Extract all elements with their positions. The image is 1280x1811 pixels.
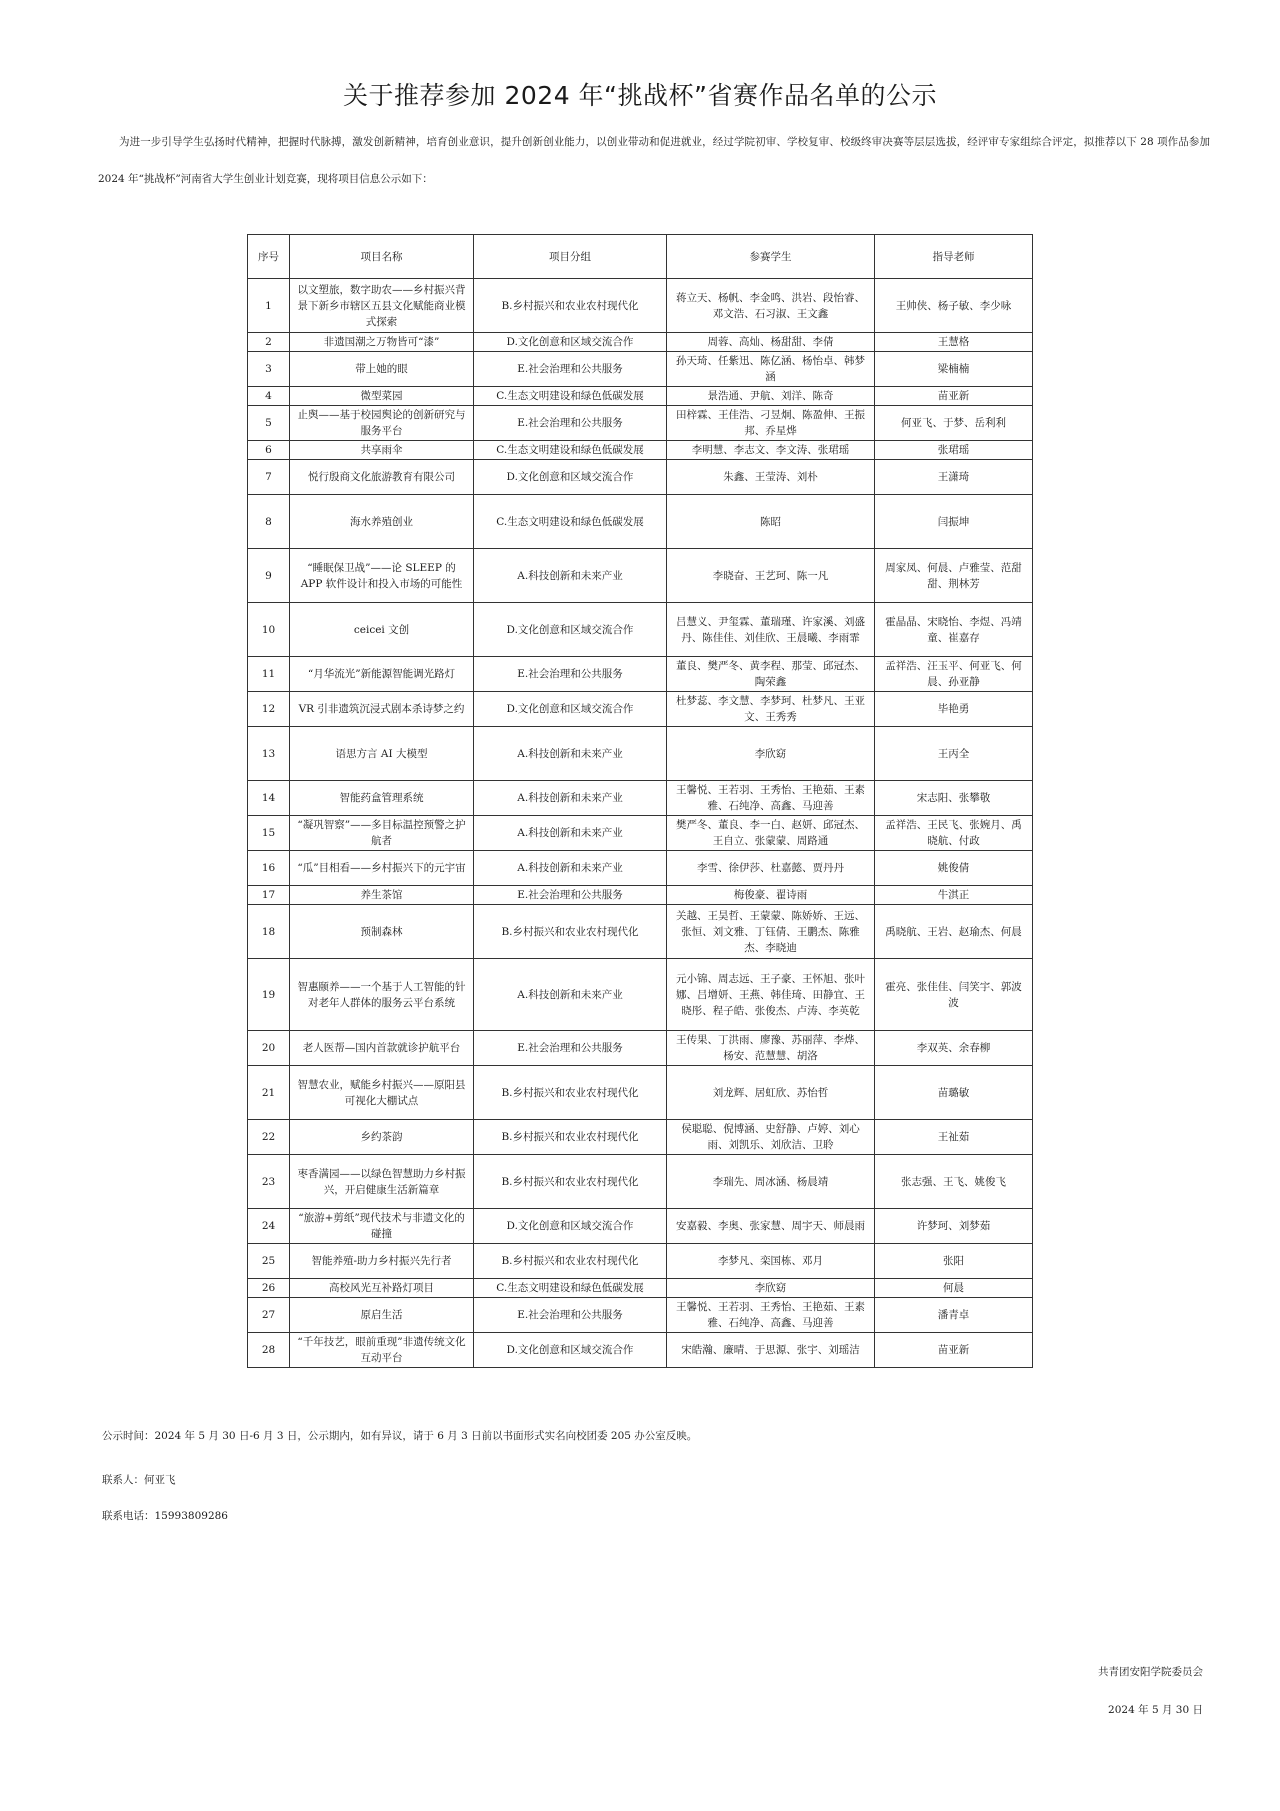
teachers-cell: 姚俊倩 xyxy=(875,851,1033,886)
teachers-cell: 苗亚新 xyxy=(875,1333,1033,1368)
row-no: 22 xyxy=(248,1120,290,1155)
students-cell: 董良、樊严冬、黄李程、那莹、邱冠杰、陶荣鑫 xyxy=(667,657,875,692)
students-cell: 李梦凡、栾国栋、邓月 xyxy=(667,1244,875,1279)
row-no: 21 xyxy=(248,1066,290,1120)
table-row xyxy=(248,886,1033,905)
teachers-cell: 张志强、王飞、姚俊飞 xyxy=(875,1155,1033,1209)
table-row xyxy=(248,495,1033,549)
row-no: 19 xyxy=(248,959,290,1031)
project-group-cell: B.乡村振兴和农业农村现代化 xyxy=(474,1155,667,1209)
contact-phone: 联系电话：15993809286 xyxy=(102,1510,228,1522)
students-cell: 关越、王昊哲、王蒙蒙、陈娇娇、王远、张恒、刘文雅、丁钰倩、王鹏杰、陈雅杰、李晓迪 xyxy=(667,905,875,959)
row-no: 23 xyxy=(248,1155,290,1209)
students-cell: 安嘉毅、李奥、张家慧、周宇天、师晨雨 xyxy=(667,1209,875,1244)
students-cell: 吕慧义、尹玺霖、董瑞瑾、许家溪、刘盛丹、陈佳佳、刘佳欣、王晨曦、李雨霏 xyxy=(667,603,875,657)
project-name-cell: 语思方言 AI 大模型 xyxy=(290,727,474,781)
students-cell: 陈昭 xyxy=(667,495,875,549)
table-row xyxy=(248,603,1033,657)
project-group-cell: B.乡村振兴和农业农村现代化 xyxy=(474,1244,667,1279)
teachers-cell: 霍亮、张佳佳、闫笑宇、郭波波 xyxy=(875,959,1033,1031)
project-name-cell: 悦行殷商文化旅游教育有限公司 xyxy=(290,460,474,495)
teachers-cell: 牛淇正 xyxy=(875,886,1033,905)
teachers-cell: 王帅侠、杨子敏、李少咏 xyxy=(875,279,1033,333)
row-no: 2 xyxy=(248,333,290,352)
table-row xyxy=(248,387,1033,406)
students-cell: 刘龙辉、居虹欣、苏怡哲 xyxy=(667,1066,875,1120)
project-name-cell: 止舆——基于校园舆论的创新研究与服务平台 xyxy=(290,406,474,441)
teachers-cell: 周家凤、何晨、卢雅莹、范甜甜、荆林芳 xyxy=(875,549,1033,603)
header-no: 序号 xyxy=(248,235,290,279)
teachers-cell: 何亚飞、于梦、岳利利 xyxy=(875,406,1033,441)
project-group-cell: C.生态文明建设和绿色低碳发展 xyxy=(474,387,667,406)
teachers-cell: 霍晶晶、宋晓怡、李煜、冯靖童、崔嘉存 xyxy=(875,603,1033,657)
teachers-cell: 李双英、余春柳 xyxy=(875,1031,1033,1066)
project-group-cell: A.科技创新和未来产业 xyxy=(474,549,667,603)
students-cell: 孙天琦、任紫迅、陈亿涵、杨怡卓、韩梦涵 xyxy=(667,352,875,387)
students-cell: 樊严冬、董良、李一白、赵妍、邱冠杰、王自立、张蒙蒙、周路通 xyxy=(667,816,875,851)
project-group-cell: E.社会治理和公共服务 xyxy=(474,352,667,387)
students-cell: 李瑞先、周冰涵、杨晨靖 xyxy=(667,1155,875,1209)
teachers-cell: 禹晓航、王岩、赵瑜杰、何晨 xyxy=(875,905,1033,959)
table-row xyxy=(248,1333,1033,1368)
row-no: 16 xyxy=(248,851,290,886)
row-no: 11 xyxy=(248,657,290,692)
page-title: 关于推荐参加 2024 年“挑战杯”省赛作品名单的公示 xyxy=(343,81,937,110)
teachers-cell: 宋志阳、张攀敬 xyxy=(875,781,1033,816)
row-no: 25 xyxy=(248,1244,290,1279)
table-row xyxy=(248,406,1033,441)
students-cell: 侯聪聪、倪博涵、史舒静、卢婷、刘心雨、刘凯乐、刘欣洁、卫聆 xyxy=(667,1120,875,1155)
row-no: 10 xyxy=(248,603,290,657)
header-project-group: 项目分组 xyxy=(474,235,667,279)
table-row xyxy=(248,333,1033,352)
students-cell: 周蓉、高灿、杨甜甜、李倩 xyxy=(667,333,875,352)
project-group-cell: B.乡村振兴和农业农村现代化 xyxy=(474,1120,667,1155)
students-cell: 李欣窈 xyxy=(667,727,875,781)
row-no: 15 xyxy=(248,816,290,851)
notice-time: 公示时间：2024 年 5 月 30 日-6 月 3 日，公示期内，如有异议，请于 6 月 3 日前以书面形式实名向校团委 205 办公室反映。 xyxy=(102,1430,698,1442)
signature-org: 共青团安阳学院委员会 xyxy=(1098,1666,1203,1678)
project-name-cell: 智能养殖-助力乡村振兴先行者 xyxy=(290,1244,474,1279)
signature-date: 2024 年 5 月 30 日 xyxy=(1108,1704,1203,1716)
table-row xyxy=(248,1066,1033,1120)
table-row xyxy=(248,1155,1033,1209)
teachers-cell: 毕艳勇 xyxy=(875,692,1033,727)
row-no: 18 xyxy=(248,905,290,959)
project-group-cell: D.文化创意和区域交流合作 xyxy=(474,1209,667,1244)
students-cell: 元小锦、周志远、王子豪、王怀旭、张叶娜、吕增妍、王燕、韩佳琦、田静宜、王晓彤、程子皓、张俊杰、卢涛、李英乾 xyxy=(667,959,875,1031)
table-row xyxy=(248,460,1033,495)
teachers-cell: 孟祥浩、王民飞、张婉月、禹晓航、付政 xyxy=(875,816,1033,851)
students-cell: 李明慧、李志文、李文涛、张珺瑶 xyxy=(667,441,875,460)
students-cell: 朱鑫、王莹涛、刘朴 xyxy=(667,460,875,495)
recommendation-table-wrapper xyxy=(247,234,1032,1368)
recommendation-table xyxy=(247,234,1033,1368)
table-row xyxy=(248,441,1033,460)
teachers-cell: 张阳 xyxy=(875,1244,1033,1279)
project-name-cell: “瓜”目相看——乡村振兴下的元宇宙 xyxy=(290,851,474,886)
project-group-cell: D.文化创意和区域交流合作 xyxy=(474,1333,667,1368)
teachers-cell: 苗亚新 xyxy=(875,387,1033,406)
table-row xyxy=(248,1298,1033,1333)
header-teachers: 指导老师 xyxy=(875,235,1033,279)
row-no: 8 xyxy=(248,495,290,549)
project-group-cell: A.科技创新和未来产业 xyxy=(474,727,667,781)
row-no: 20 xyxy=(248,1031,290,1066)
table-row xyxy=(248,959,1033,1031)
project-group-cell: D.文化创意和区域交流合作 xyxy=(474,603,667,657)
students-cell: 王馨悦、王若羽、王秀怡、王艳茹、王素雅、石纯净、高鑫、马迎善 xyxy=(667,781,875,816)
table-row xyxy=(248,657,1033,692)
row-no: 24 xyxy=(248,1209,290,1244)
project-name-cell: ceicei 文创 xyxy=(290,603,474,657)
project-group-cell: C.生态文明建设和绿色低碳发展 xyxy=(474,495,667,549)
students-cell: 李欣窈 xyxy=(667,1279,875,1298)
row-no: 5 xyxy=(248,406,290,441)
students-cell: 李晓奋、王艺珂、陈一凡 xyxy=(667,549,875,603)
teachers-cell: 王丙全 xyxy=(875,727,1033,781)
table-body xyxy=(248,279,1033,1368)
table-row xyxy=(248,1209,1033,1244)
row-no: 9 xyxy=(248,549,290,603)
project-name-cell: 智能药盒管理系统 xyxy=(290,781,474,816)
table-row xyxy=(248,1279,1033,1298)
project-name-cell: 海水养殖创业 xyxy=(290,495,474,549)
row-no: 28 xyxy=(248,1333,290,1368)
students-cell: 宋皓瀚、廉晴、于思源、张宇、刘瑶洁 xyxy=(667,1333,875,1368)
row-no: 4 xyxy=(248,387,290,406)
teachers-cell: 潘青卓 xyxy=(875,1298,1033,1333)
students-cell: 王传果、丁洪雨、廖豫、苏丽萍、李烨、杨安、范慧慧、胡洛 xyxy=(667,1031,875,1066)
students-cell: 杜梦蕊、李文慧、李梦珂、杜梦凡、王亚文、王秀秀 xyxy=(667,692,875,727)
project-group-cell: D.文化创意和区域交流合作 xyxy=(474,692,667,727)
project-name-cell: “凝巩智察”——多目标温控预警之护航者 xyxy=(290,816,474,851)
students-cell: 梅俊豪、翟诗雨 xyxy=(667,886,875,905)
row-no: 3 xyxy=(248,352,290,387)
table-row xyxy=(248,549,1033,603)
table-row xyxy=(248,727,1033,781)
table-row xyxy=(248,279,1033,333)
project-name-cell: VR 引非遗筑沉浸式剧本杀诗梦之约 xyxy=(290,692,474,727)
project-group-cell: E.社会治理和公共服务 xyxy=(474,406,667,441)
table-row xyxy=(248,1031,1033,1066)
project-name-cell: “旅游+剪纸”现代技术与非遗文化的碰撞 xyxy=(290,1209,474,1244)
contact-person: 联系人：何亚飞 xyxy=(102,1474,176,1486)
table-row xyxy=(248,352,1033,387)
project-group-cell: B.乡村振兴和农业农村现代化 xyxy=(474,905,667,959)
project-group-cell: E.社会治理和公共服务 xyxy=(474,657,667,692)
project-group-cell: E.社会治理和公共服务 xyxy=(474,886,667,905)
project-group-cell: D.文化创意和区域交流合作 xyxy=(474,333,667,352)
row-no: 27 xyxy=(248,1298,290,1333)
project-name-cell: 共享雨伞 xyxy=(290,441,474,460)
teachers-cell: 王潇琦 xyxy=(875,460,1033,495)
project-group-cell: C.生态文明建设和绿色低碳发展 xyxy=(474,1279,667,1298)
table-row xyxy=(248,1120,1033,1155)
teachers-cell: 王慧格 xyxy=(875,333,1033,352)
students-cell: 蒋立天、杨帆、李金鸣、洪岩、段怡睿、邓文浩、石习淑、王文鑫 xyxy=(667,279,875,333)
teachers-cell: 许梦珂、刘梦茹 xyxy=(875,1209,1033,1244)
project-name-cell: 枣香满园——以绿色智慧助力乡村振兴，开启健康生活新篇章 xyxy=(290,1155,474,1209)
row-no: 1 xyxy=(248,279,290,333)
table-row xyxy=(248,905,1033,959)
table-row xyxy=(248,851,1033,886)
teachers-cell: 苗璐敏 xyxy=(875,1066,1033,1120)
teachers-cell: 张珺瑶 xyxy=(875,441,1033,460)
row-no: 6 xyxy=(248,441,290,460)
project-group-cell: A.科技创新和未来产业 xyxy=(474,781,667,816)
project-name-cell: 非遗国潮之万物皆可“漆” xyxy=(290,333,474,352)
row-no: 12 xyxy=(248,692,290,727)
teachers-cell: 何晨 xyxy=(875,1279,1033,1298)
students-cell: 李雪、徐伊莎、杜嘉懿、贾丹丹 xyxy=(667,851,875,886)
project-name-cell: 智惠颐养——一个基于人工智能的针对老年人群体的服务云平台系统 xyxy=(290,959,474,1031)
header-students: 参赛学生 xyxy=(667,235,875,279)
project-group-cell: E.社会治理和公共服务 xyxy=(474,1298,667,1333)
row-no: 7 xyxy=(248,460,290,495)
row-no: 17 xyxy=(248,886,290,905)
project-group-cell: A.科技创新和未来产业 xyxy=(474,816,667,851)
project-group-cell: D.文化创意和区域交流合作 xyxy=(474,460,667,495)
project-name-cell: 微型菜园 xyxy=(290,387,474,406)
table-row xyxy=(248,692,1033,727)
students-cell: 田梓霖、王佳浩、刁昱炯、陈盈伸、王振邦、乔星烨 xyxy=(667,406,875,441)
project-name-cell: 乡约茶韵 xyxy=(290,1120,474,1155)
intro-paragraph: 为进一步引导学生弘扬时代精神，把握时代脉搏，激发创新精神，培育创业意识，提升创新创业能力，以创业带动和促进就业，经过学院初审、学校复审、校级终审决赛等层层选拔，经评审专家组综合评定，拟推荐以下 28 项作品参加 2024 年“挑战杯”河南省大学生创业计划竞赛，现将项目信息公示如下： xyxy=(98,136,1210,185)
table-header-row xyxy=(248,235,1033,279)
teachers-cell: 梁楠楠 xyxy=(875,352,1033,387)
project-name-cell: “月华流光”新能源智能调光路灯 xyxy=(290,657,474,692)
project-name-cell: 以文塑旅，数字助农——乡村振兴背景下新乡市辖区五县文化赋能商业模式探索 xyxy=(290,279,474,333)
project-name-cell: 预制森林 xyxy=(290,905,474,959)
project-group-cell: E.社会治理和公共服务 xyxy=(474,1031,667,1066)
project-name-cell: 老人医帮—国内首款就诊护航平台 xyxy=(290,1031,474,1066)
table-row xyxy=(248,781,1033,816)
row-no: 13 xyxy=(248,727,290,781)
project-name-cell: 原启生活 xyxy=(290,1298,474,1333)
project-group-cell: B.乡村振兴和农业农村现代化 xyxy=(474,1066,667,1120)
table-row xyxy=(248,816,1033,851)
project-name-cell: 智慧农业，赋能乡村振兴——原阳县可视化大棚试点 xyxy=(290,1066,474,1120)
header-project-name: 项目名称 xyxy=(290,235,474,279)
project-group-cell: A.科技创新和未来产业 xyxy=(474,959,667,1031)
project-group-cell: B.乡村振兴和农业农村现代化 xyxy=(474,279,667,333)
project-group-cell: C.生态文明建设和绿色低碳发展 xyxy=(474,441,667,460)
teachers-cell: 王祉茹 xyxy=(875,1120,1033,1155)
students-cell: 王馨悦、王若羽、王秀怡、王艳茹、王素雅、石纯净、高鑫、马迎善 xyxy=(667,1298,875,1333)
row-no: 26 xyxy=(248,1279,290,1298)
students-cell: 景浩通、尹航、刘洋、陈奇 xyxy=(667,387,875,406)
project-name-cell: “千年技艺，眼前重现”非遗传统文化互动平台 xyxy=(290,1333,474,1368)
teachers-cell: 闫振坤 xyxy=(875,495,1033,549)
project-group-cell: A.科技创新和未来产业 xyxy=(474,851,667,886)
project-name-cell: 带上她的眼 xyxy=(290,352,474,387)
project-name-cell: 养生茶馆 xyxy=(290,886,474,905)
teachers-cell: 孟祥浩、汪玉平、何亚飞、何晨、孙亚静 xyxy=(875,657,1033,692)
table-row xyxy=(248,1244,1033,1279)
project-name-cell: “睡眠保卫战”——论 SLEEP 的 APP 软件设计和投入市场的可能性 xyxy=(290,549,474,603)
row-no: 14 xyxy=(248,781,290,816)
project-name-cell: 高校风光互补路灯项目 xyxy=(290,1279,474,1298)
